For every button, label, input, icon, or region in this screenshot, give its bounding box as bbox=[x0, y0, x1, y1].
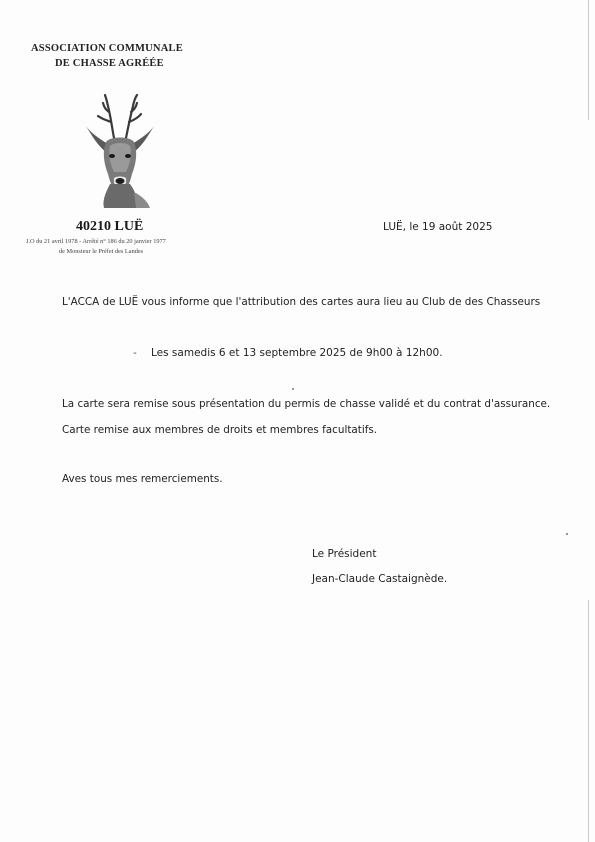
association-name-line2: DE CHASSE AGRÉÉE bbox=[55, 58, 164, 69]
scan-speck bbox=[292, 388, 294, 390]
signatory-name: Jean-Claude Castaignède. bbox=[312, 573, 448, 585]
schedule-text: Les samedis 6 et 13 septembre 2025 de 9h00 à 12h00. bbox=[151, 347, 443, 359]
scan-edge-line bbox=[588, 0, 589, 120]
schedule-bullet-item bbox=[133, 347, 443, 359]
legal-reference-line2: de Monsieur le Préfet des Landes bbox=[59, 248, 144, 255]
announcement-paragraph: L'ACCA de LUË vous informe que l'attribution des cartes aura lieu au Club de des Chasseurs bbox=[62, 296, 541, 308]
roe-deer-head-icon bbox=[84, 92, 156, 210]
scan-edge-line bbox=[588, 600, 589, 842]
postal-code-city: 40210 LUË bbox=[76, 219, 144, 234]
scan-speck bbox=[566, 533, 568, 535]
place-and-date: LUË, le 19 août 2025 bbox=[383, 221, 493, 233]
legal-reference-line1: J.O du 21 avril 1978 - Arrêté n° 186 du 20 janvier 1977 bbox=[26, 238, 166, 245]
eligibility-paragraph: Carte remise aux membres de droits et membres facultatifs. bbox=[62, 424, 378, 436]
requirements-paragraph: La carte sera remise sous présentation du permis de chasse validé et du contrat d'assurance. bbox=[62, 398, 551, 410]
bullet-marker: - bbox=[133, 347, 137, 359]
signatory-title: Le Président bbox=[312, 548, 377, 560]
closing-line: Aves tous mes remerciements. bbox=[62, 473, 223, 485]
association-name-line1: ASSOCIATION COMMUNALE bbox=[31, 43, 183, 54]
